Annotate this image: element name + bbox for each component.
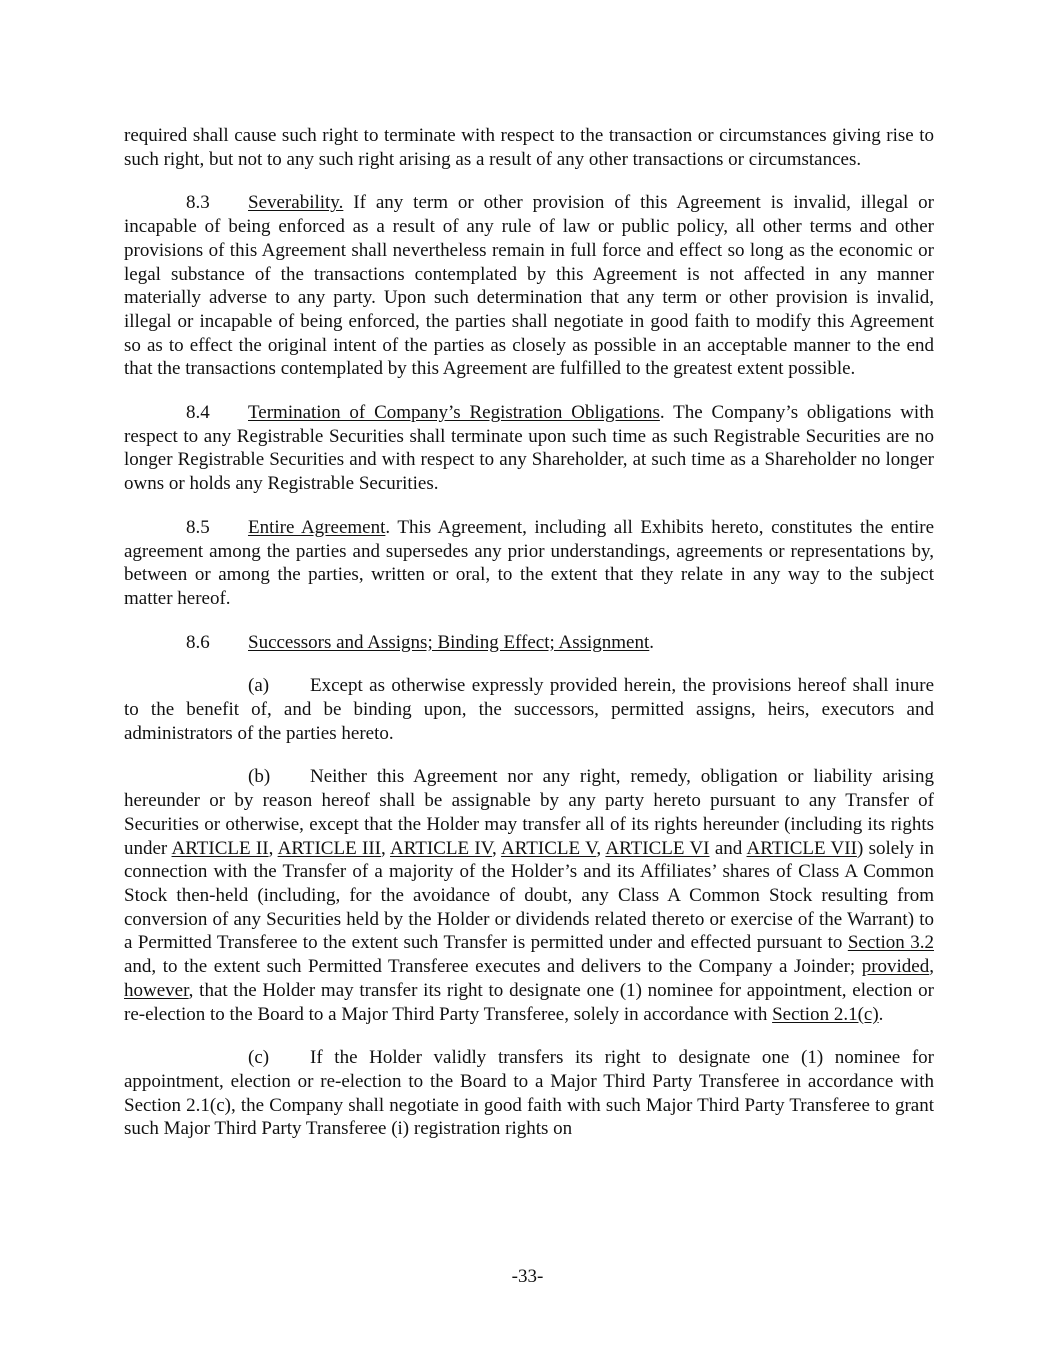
separator: , (929, 956, 934, 978)
page-number: -33- (511, 1266, 544, 1287)
section-8-3 (124, 191, 934, 381)
section-number: 8.3 (186, 192, 210, 214)
section-text: . The Company’s obligations with respect to any Registrable Securities shall terminate upon such time as such Registrable Securities are no longer Registrable Securities and with respect to any Shareholder, at such time as a Shareholder no longer owns or holds any Registrable Securities. (124, 402, 934, 495)
however-term: however (124, 979, 189, 1001)
section-heading: Severability. (248, 192, 344, 214)
subsection-text: , that the Holder may transfer its right to designate one (1) nominee for appointment, election or re-election to the Board to a Major Third Party Transferee, solely in accordance with (124, 979, 934, 1025)
separator: , (492, 837, 502, 859)
section-number: 8.4 (186, 402, 210, 424)
separator: and (709, 837, 747, 859)
subsection-8-6-a (124, 674, 934, 745)
separator: , (380, 837, 391, 859)
section-number: 8.5 (186, 516, 210, 538)
subsection-number: (a) (248, 675, 270, 697)
article-v-link[interactable]: ARTICLE V (501, 837, 597, 859)
section-8-4 (124, 401, 934, 496)
section-heading: Successors and Assigns; Binding Effect; Assignment (248, 631, 650, 653)
paragraph-continuation: required shall cause such right to terminate with respect to the transaction or circumstances giving rise to such right, but not to any such right arising as a result of any other transactions or circumstances. (124, 125, 934, 170)
section-3-2-link[interactable]: Section 3.2 (847, 932, 934, 954)
subsection-8-6-c (124, 1046, 934, 1141)
subsection-number: (b) (248, 766, 271, 788)
separator: , (596, 837, 606, 859)
subsection-text: Neither this Agreement nor any right, remedy, obligation or liability arising hereunder or by reason hereof shall be assignable by any party hereto pursuant to any Transfer of Securities or otherwise, except that the Holder may transfer all of its rights hereunder (including its rights under (124, 766, 934, 859)
section-text: . This Agreement, including all Exhibits hereto, constitutes the entire agreement among the parties and supersedes any prior understandings, agreements or representations by, between or among the parties, written or oral, to the extent that they relate in any way to the subject matter hereof. (124, 516, 935, 609)
subsection-text: ) solely in connection with the Transfer of a majority of the Holder’s and its Affiliates’ shares of Class A Common Stock then-held (including, for the avoidance of doubt, any Class A Common Stock resulting from conversion of any Securities held by the Holder or dividends related thereto or exercise of the Warrant) to a Permitted Transferee to the extent such Transfer is permitted under and effected pursuant to (124, 837, 935, 954)
section-8-5 (124, 516, 934, 611)
article-vi-link[interactable]: ARTICLE VI (605, 837, 710, 859)
article-iv-link[interactable]: ARTICLE IV (390, 837, 493, 859)
section-2-1-c-link[interactable]: Section 2.1(c) (772, 1003, 879, 1025)
article-vii-link[interactable]: ARTICLE VII (746, 837, 857, 859)
section-text: If any term or other provision of this Agreement is invalid, illegal or incapable of being enforced as a result of any rule of law or public policy, all other terms and other provisions of this Agreement shall nevertheless remain in full force and effect so long as the economic or legal substance of the transactions contemplated by this Agreement is not affected in any manner materially adverse to any party. Upon such determination that any term or other provision is invalid, illegal or incapable of being enforced, the parties shall negotiate in good faith to modify this Agreement so as to effect the original intent of the parties as closely as possible in an acceptable manner to the end that the transactions contemplated by this Agreement are fulfilled to the greatest extent possible. (124, 192, 934, 380)
section-heading: Termination of Company’s Registration Obligations (248, 402, 660, 424)
provided-term: provided (861, 956, 930, 978)
subsection-number: (c) (248, 1047, 270, 1069)
article-ii-link[interactable]: ARTICLE II (171, 837, 269, 859)
subsection-8-6-b (124, 765, 934, 1026)
subsection-text: If the Holder validly transfers its right to designate one (1) nominee for appointment, election or re-election to the Board to a Major Third Party Transferee in accordance with Section 2.1(c), the Company shall negotiate in good faith with such Major Third Party Transferee to grant such Major Third Party Transferee (i) registration rights on (124, 1047, 934, 1140)
subsection-text: Except as otherwise expressly provided herein, the provisions hereof shall inure to the benefit of, and be binding upon, the successors, permitted assigns, heirs, executors and administrators of the parties hereto. (124, 675, 934, 744)
article-iii-link[interactable]: ARTICLE III (277, 837, 381, 859)
section-heading: Entire Agreement (248, 516, 386, 538)
subsection-text: and, to the extent such Permitted Transferee executes and delivers to the Company a Joinder; (124, 956, 862, 978)
separator: , (268, 837, 278, 859)
section-text: . (649, 631, 655, 653)
document-page (124, 124, 934, 1161)
section-8-6 (124, 631, 934, 655)
subsection-text: . (878, 1003, 884, 1025)
section-number: 8.6 (186, 631, 210, 653)
